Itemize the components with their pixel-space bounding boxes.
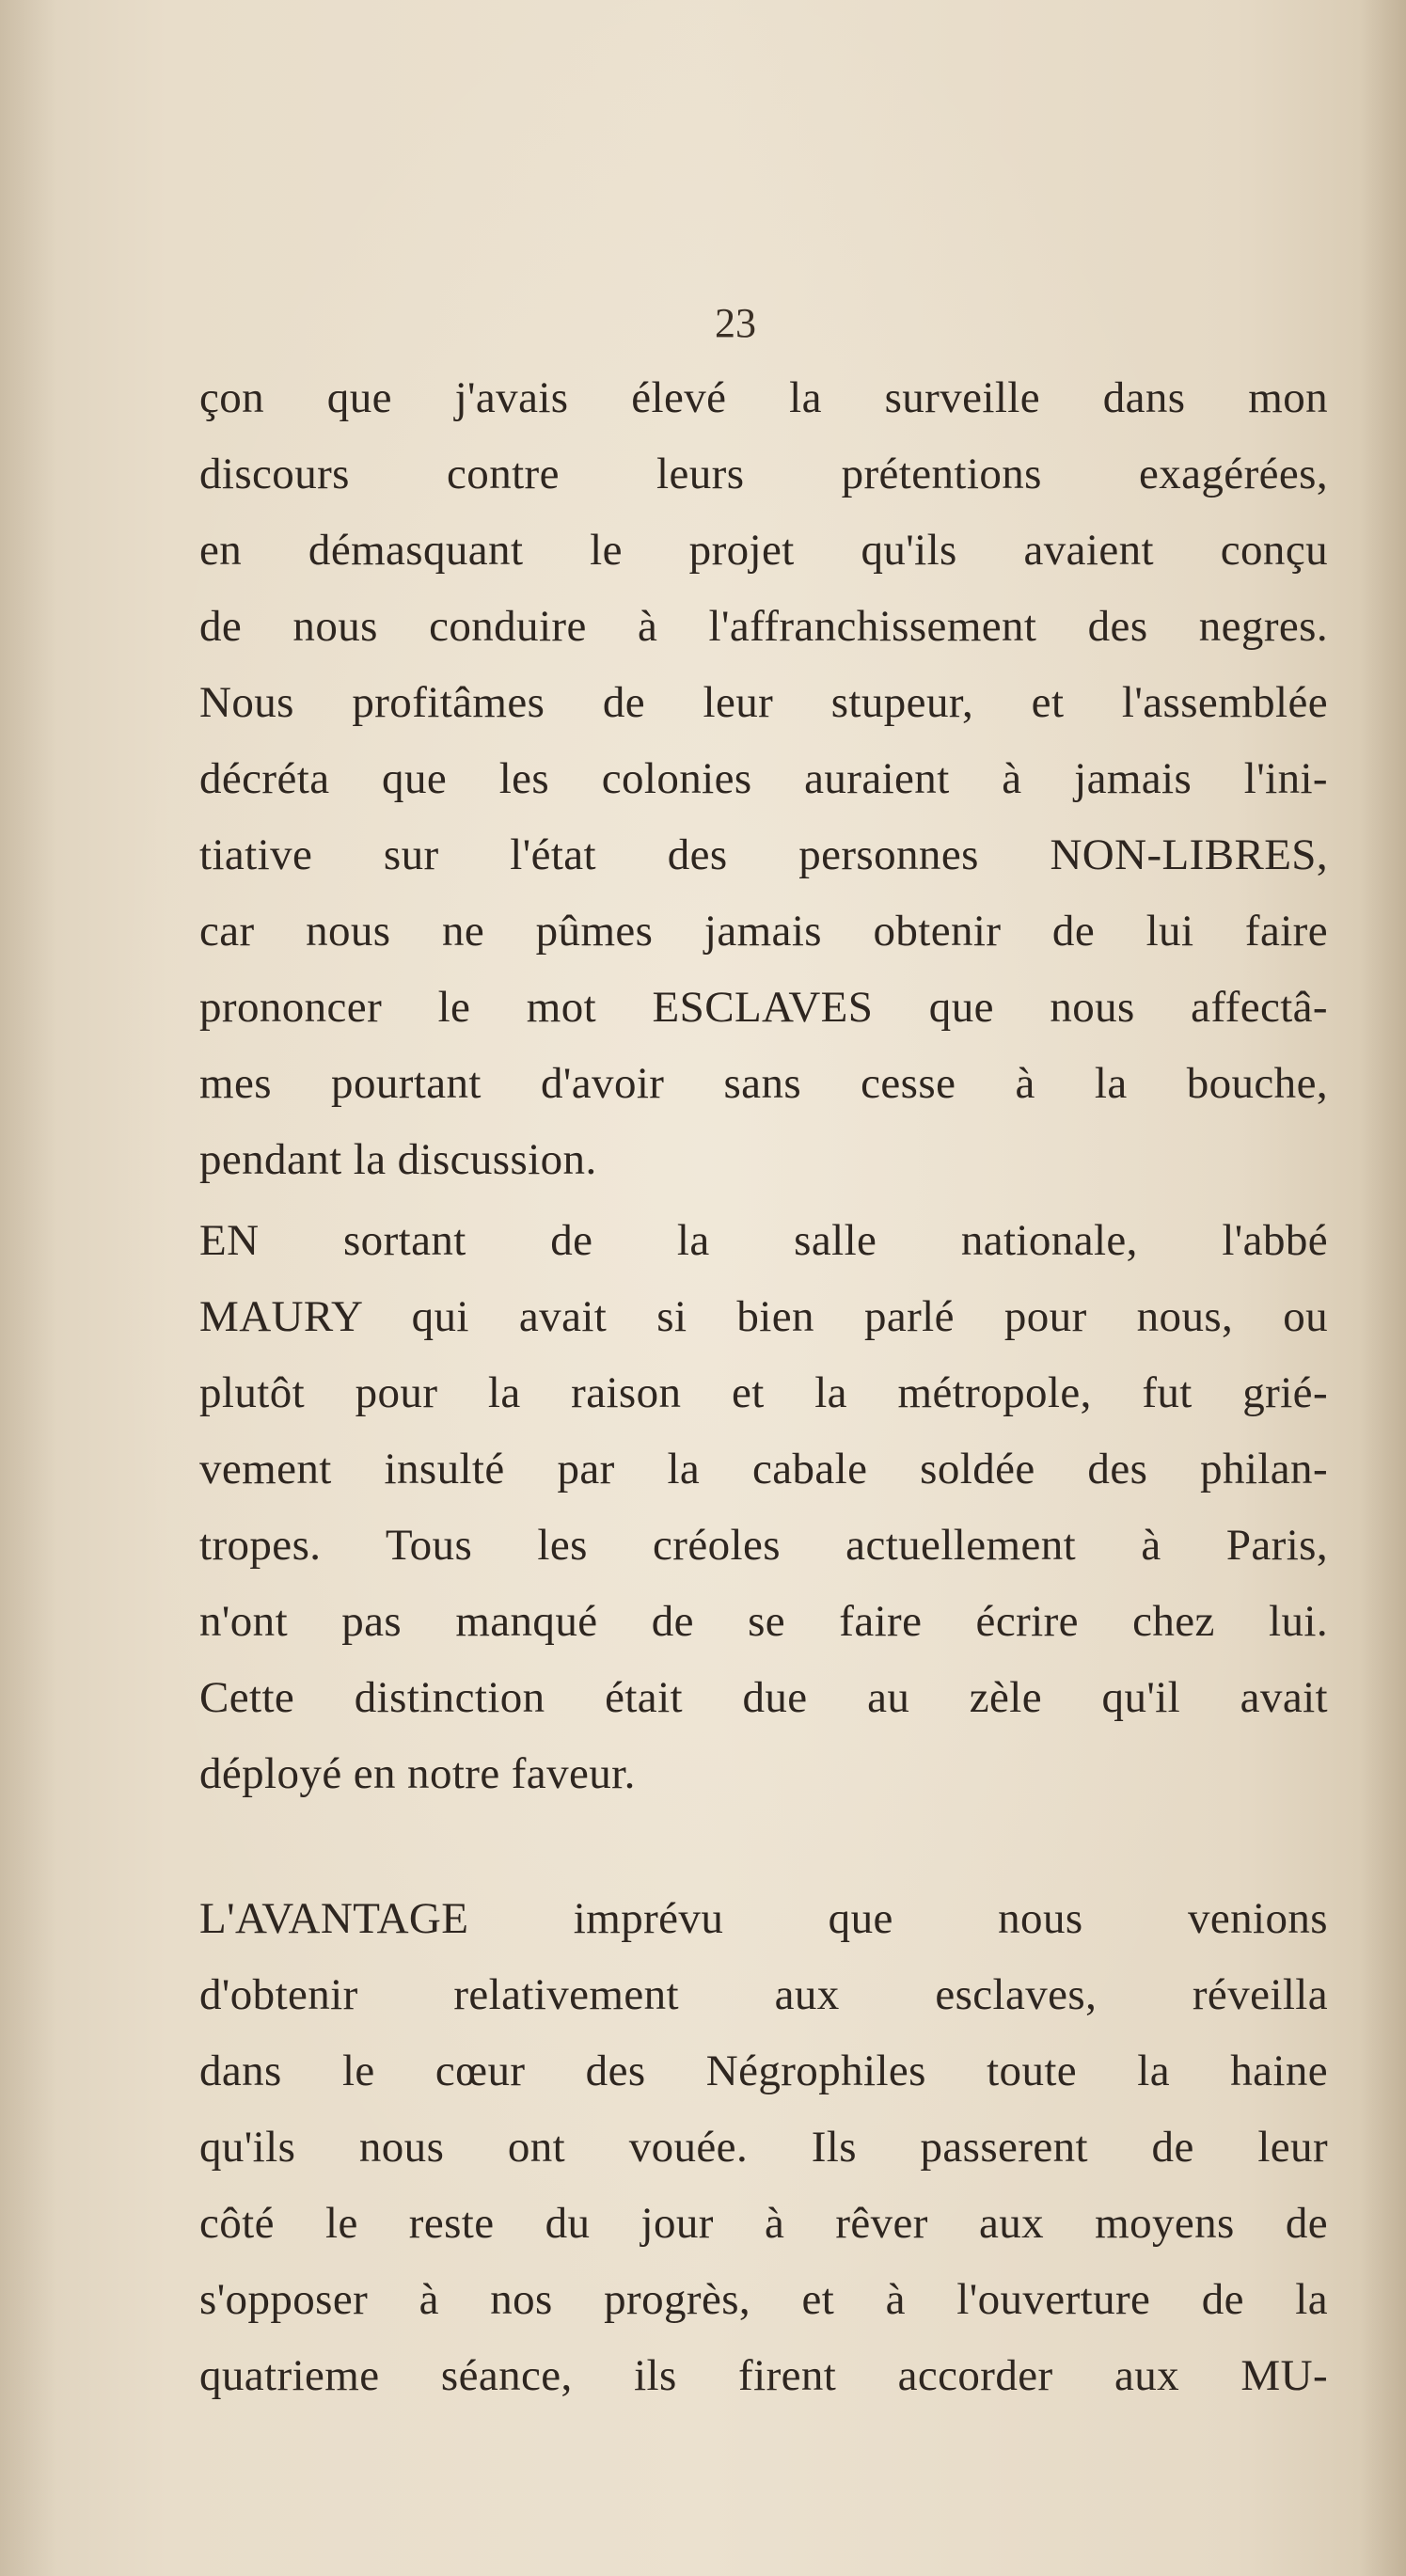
text-line: discours contre leurs prétentions exagérées, xyxy=(199,450,1328,498)
text-line: Nous profitâmes de leur stupeur, et l'assemblée xyxy=(199,678,1328,727)
text-line: en démasquant le projet qu'ils avaient conçu xyxy=(199,526,1328,575)
page-number: 23 xyxy=(715,300,756,346)
text-line: tropes. Tous les créoles actuellement à Paris, xyxy=(199,1521,1328,1570)
text-line: côté le reste du jour à rêver aux moyens de xyxy=(199,2199,1328,2248)
text-line: n'ont pas manqué de se faire écrire chez lui. xyxy=(199,1597,1328,1646)
text-line: tiative sur l'état des personnes NON-LIBRES, xyxy=(199,830,1328,879)
text-line: mes pourtant d'avoir sans cesse à la bouche, xyxy=(199,1059,1328,1108)
text-line: qu'ils nous ont vouée. Ils passerent de leur xyxy=(199,2123,1328,2172)
text-line: Cette distinction était due au zèle qu'il avait xyxy=(199,1673,1328,1722)
text-line: dans le cœur des Négrophiles toute la haine xyxy=(199,2047,1328,2095)
paragraph-2 xyxy=(199,1203,1328,1812)
paragraph-1 xyxy=(199,360,1328,1198)
page-edge-shadow-right xyxy=(1359,0,1406,2576)
text-line: EN sortant de la salle nationale, l'abbé xyxy=(199,1216,1328,1265)
text-line: quatrieme séance, ils firent accorder aux MU- xyxy=(199,2351,1328,2400)
text-line: d'obtenir relativement aux esclaves, réveilla xyxy=(199,1970,1328,2019)
text-line: déployé en notre faveur. xyxy=(199,1749,636,1798)
text-line: car nous ne pûmes jamais obtenir de lui faire xyxy=(199,907,1328,956)
text-line: vement insulté par la cabale soldée des philan- xyxy=(199,1445,1328,1493)
text-line: çon que j'avais élevé la surveille dans mon xyxy=(199,373,1328,422)
paragraph-3 xyxy=(199,1881,1328,2414)
text-line: pendant la discussion. xyxy=(199,1135,597,1184)
text-line: L'AVANTAGE imprévu que nous venions xyxy=(199,1894,1328,1943)
page-edge-shadow-left xyxy=(0,0,56,2576)
text-line: prononcer le mot ESCLAVES que nous affectâ- xyxy=(199,983,1328,1032)
text-line: plutôt pour la raison et la métropole, fut grié- xyxy=(199,1368,1328,1417)
text-line: s'opposer à nos progrès, et à l'ouverture de la xyxy=(199,2275,1328,2324)
text-line: MAURY qui avait si bien parlé pour nous, ou xyxy=(199,1292,1328,1341)
text-line: décréta que les colonies auraient à jamais l'ini- xyxy=(199,754,1328,803)
text-line: de nous conduire à l'affranchissement des negres. xyxy=(199,602,1328,651)
